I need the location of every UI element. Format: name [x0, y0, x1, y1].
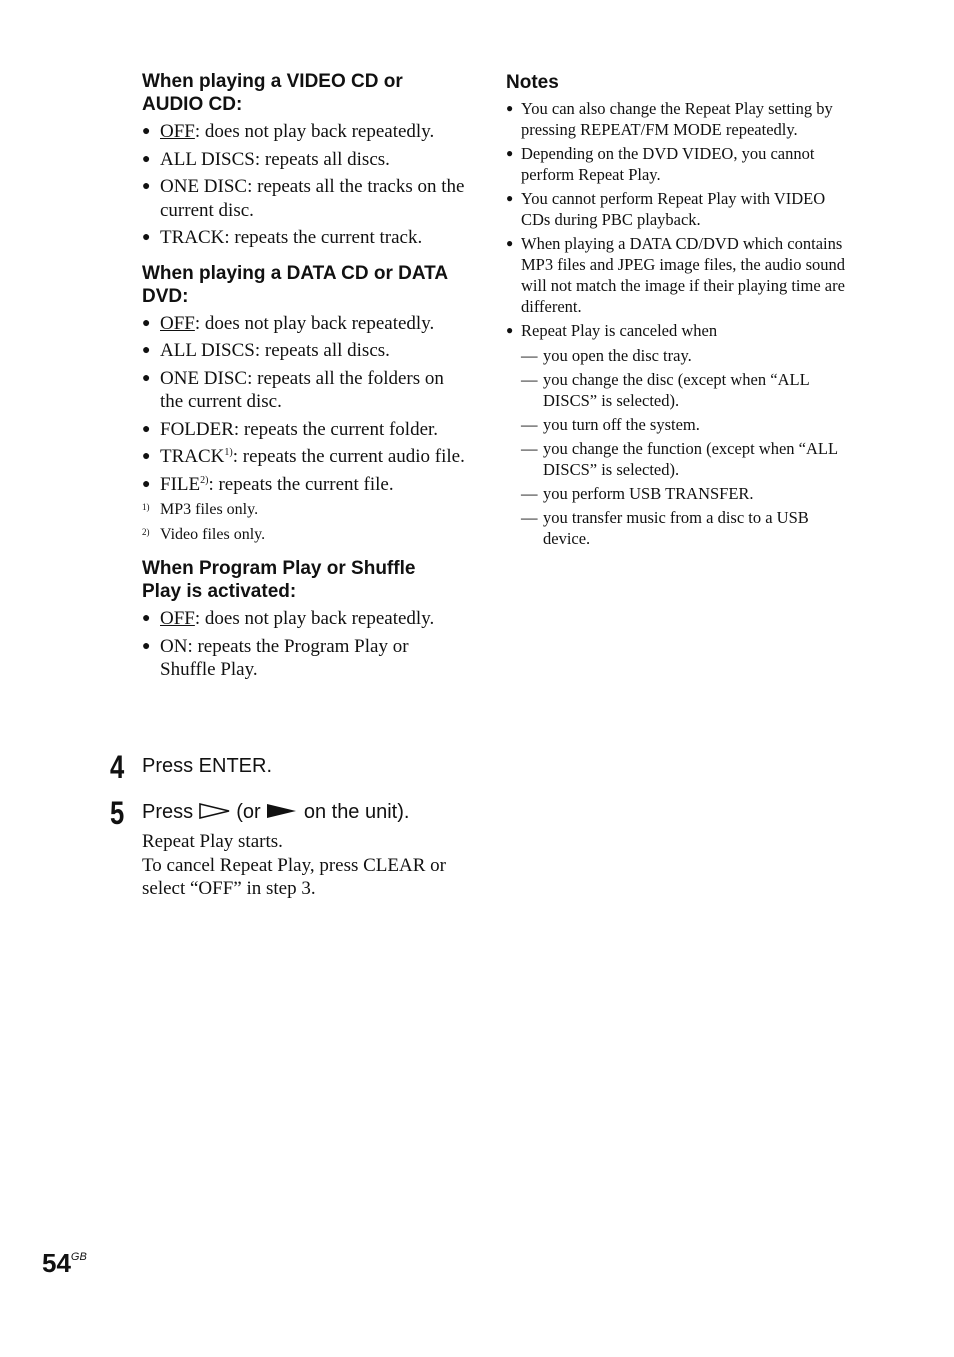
- sub-note-item: [521, 414, 858, 435]
- footnote: [142, 500, 467, 520]
- sub-note-item: [521, 483, 858, 504]
- note-item: [506, 320, 858, 549]
- bullet-dot-icon: ●: [142, 638, 151, 654]
- footnote-text: Video files only.: [160, 526, 266, 543]
- list-item: [142, 607, 467, 631]
- note-text: You cannot perform Repeat Play with VIDEO CDs during PBC playback.: [521, 189, 826, 229]
- list-item: [142, 312, 467, 336]
- bullet-dot-icon: ●: [142, 315, 151, 331]
- footnote-mark: 1): [142, 502, 150, 512]
- sub-note-item: [521, 507, 858, 549]
- sub-note-text: you change the function (except when “ALL DISCS” is selected).: [543, 439, 838, 479]
- note-text: When playing a DATA CD/DVD which contains MP3 files and JPEG image files, the audio sound will not match the image if their playing time are different.: [521, 234, 846, 316]
- option-desc: : does not play back repeatedly.: [194, 121, 435, 142]
- bullet-dot-icon: ●: [506, 101, 514, 115]
- option-desc: ALL DISCS: repeats all discs.: [160, 148, 390, 170]
- bullet-dot-icon: ●: [142, 230, 151, 245]
- footnote-text: MP3 files only.: [160, 501, 259, 518]
- steps: [110, 749, 470, 919]
- heading-line: When playing a VIDEO CD or: [142, 71, 403, 92]
- note-text: Repeat Play is canceled when: [521, 321, 718, 340]
- dash-icon: —: [521, 370, 538, 389]
- note-item: [506, 233, 858, 317]
- bullet-dot-icon: ●: [506, 146, 514, 160]
- list-item: [142, 226, 467, 250]
- step-body-line: To cancel Repeat Play, press CLEAR or select “OFF” in step 3.: [142, 854, 446, 899]
- option-desc: : repeats the current file.: [208, 473, 394, 495]
- list-item: [142, 445, 467, 469]
- step-5: [110, 795, 470, 901]
- bullet-dot-icon: ●: [142, 370, 151, 386]
- option-desc: ALL DISCS: repeats all discs.: [160, 340, 390, 361]
- sub-note-item: [521, 438, 858, 480]
- option-list: [142, 312, 467, 497]
- heading-line: When Program Play or Shuffle: [142, 558, 416, 579]
- sub-note-text: you change the disc (except when “ALL DISCS” is selected).: [543, 370, 810, 410]
- list-item: [142, 175, 467, 222]
- list-item: [142, 635, 467, 682]
- list-item: [142, 339, 467, 363]
- section-program-shuffle: [142, 557, 467, 682]
- step-number: 5: [110, 795, 125, 831]
- footnote-ref: 2): [200, 474, 209, 486]
- dash-icon: —: [521, 484, 538, 503]
- option-desc: TRACK: repeats the current track.: [160, 227, 423, 248]
- heading-line: When playing a DATA CD or DATA: [142, 262, 449, 284]
- note-item: [506, 143, 858, 185]
- bullet-dot-icon: ●: [506, 191, 514, 205]
- bullet-dot-icon: ●: [506, 323, 514, 337]
- list-item: [142, 120, 467, 144]
- option-desc: ON: repeats the Program Play or Shuffle Play.: [160, 635, 409, 680]
- bullet-dot-icon: ●: [142, 611, 151, 626]
- option-name: OFF: [160, 121, 195, 142]
- footnotes: [142, 500, 467, 545]
- bullet-dot-icon: ●: [142, 421, 151, 437]
- dash-icon: —: [521, 508, 538, 527]
- section-video-audio-cd: [142, 70, 467, 250]
- bullet-dot-icon: ●: [142, 449, 151, 464]
- step-number: 4: [110, 749, 125, 785]
- option-name: OFF: [160, 608, 195, 629]
- bullet-dot-icon: ●: [142, 343, 151, 358]
- footnote-ref: 1): [224, 447, 233, 458]
- step-4: [110, 749, 470, 785]
- list-item: [142, 418, 467, 442]
- heading-line: AUDIO CD:: [142, 94, 243, 115]
- note-item: [506, 188, 858, 230]
- note-text: You can also change the Repeat Play setting by pressing REPEAT/FM MODE repeatedly.: [521, 99, 833, 139]
- bullet-dot-icon: ●: [142, 124, 151, 139]
- option-list: [142, 607, 467, 682]
- option-desc: : repeats the current audio file.: [232, 446, 465, 467]
- step-body-line: Repeat Play starts.: [142, 831, 283, 852]
- sub-note-text: you perform USB TRANSFER.: [543, 484, 754, 503]
- section-heading: [142, 557, 467, 603]
- option-desc: : does not play back repeatedly.: [194, 608, 435, 629]
- option-name: TRACK: [160, 446, 225, 467]
- option-list: [142, 120, 467, 250]
- sub-note-text: you open the disc tray.: [543, 346, 692, 365]
- section-heading: [142, 70, 467, 116]
- bullet-dot-icon: ●: [142, 179, 151, 194]
- step-text-part: (or: [236, 801, 261, 823]
- cancel-conditions-list: [521, 345, 858, 549]
- play-outline-icon: [199, 802, 231, 820]
- heading-line: DVD:: [142, 285, 189, 307]
- bullet-dot-icon: ●: [142, 476, 151, 492]
- step-text-part: Press: [142, 801, 194, 823]
- option-desc: ONE DISC: repeats all the folders on the current disc.: [160, 367, 444, 412]
- step-instruction: [142, 798, 470, 826]
- sub-note-text: you turn off the system.: [543, 415, 700, 434]
- page-number: [42, 1248, 87, 1279]
- dash-icon: —: [521, 415, 538, 434]
- step-body: [142, 830, 470, 901]
- list-item: [142, 367, 467, 414]
- page-region-code: GB: [70, 1251, 87, 1263]
- bullet-dot-icon: ●: [506, 236, 514, 250]
- page-number-value: 54: [42, 1248, 71, 1278]
- sub-note-item: [521, 369, 858, 411]
- step-text-part: on the unit).: [303, 801, 410, 823]
- footnote: [142, 525, 467, 545]
- play-solid-icon: [266, 802, 298, 820]
- bullet-dot-icon: ●: [142, 151, 151, 167]
- option-desc: : does not play back repeatedly.: [194, 312, 435, 334]
- option-desc: FOLDER: repeats the current folder.: [160, 418, 439, 440]
- note-item: [506, 98, 858, 140]
- notes-title: Notes: [506, 72, 559, 93]
- heading-line: Play is activated:: [142, 581, 297, 602]
- notes-list: [506, 98, 858, 549]
- list-item: [142, 473, 467, 497]
- dash-icon: —: [521, 439, 538, 458]
- section-heading: [142, 262, 467, 308]
- sub-note-text: you transfer music from a disc to a USB device.: [543, 508, 809, 548]
- note-text: Depending on the DVD VIDEO, you cannot perform Repeat Play.: [521, 144, 815, 184]
- list-item: [142, 148, 467, 172]
- step-instruction: Press ENTER.: [142, 755, 273, 777]
- option-name: FILE: [160, 473, 201, 495]
- dash-icon: —: [521, 346, 538, 365]
- footnote-mark: 2): [142, 527, 150, 537]
- notes-column: [506, 70, 858, 552]
- option-desc: ONE DISC: repeats all the tracks on the current disc.: [160, 176, 465, 221]
- section-data-cd-dvd: [142, 262, 467, 546]
- sub-note-item: [521, 345, 858, 366]
- left-column: [142, 70, 467, 694]
- option-name: OFF: [160, 312, 195, 334]
